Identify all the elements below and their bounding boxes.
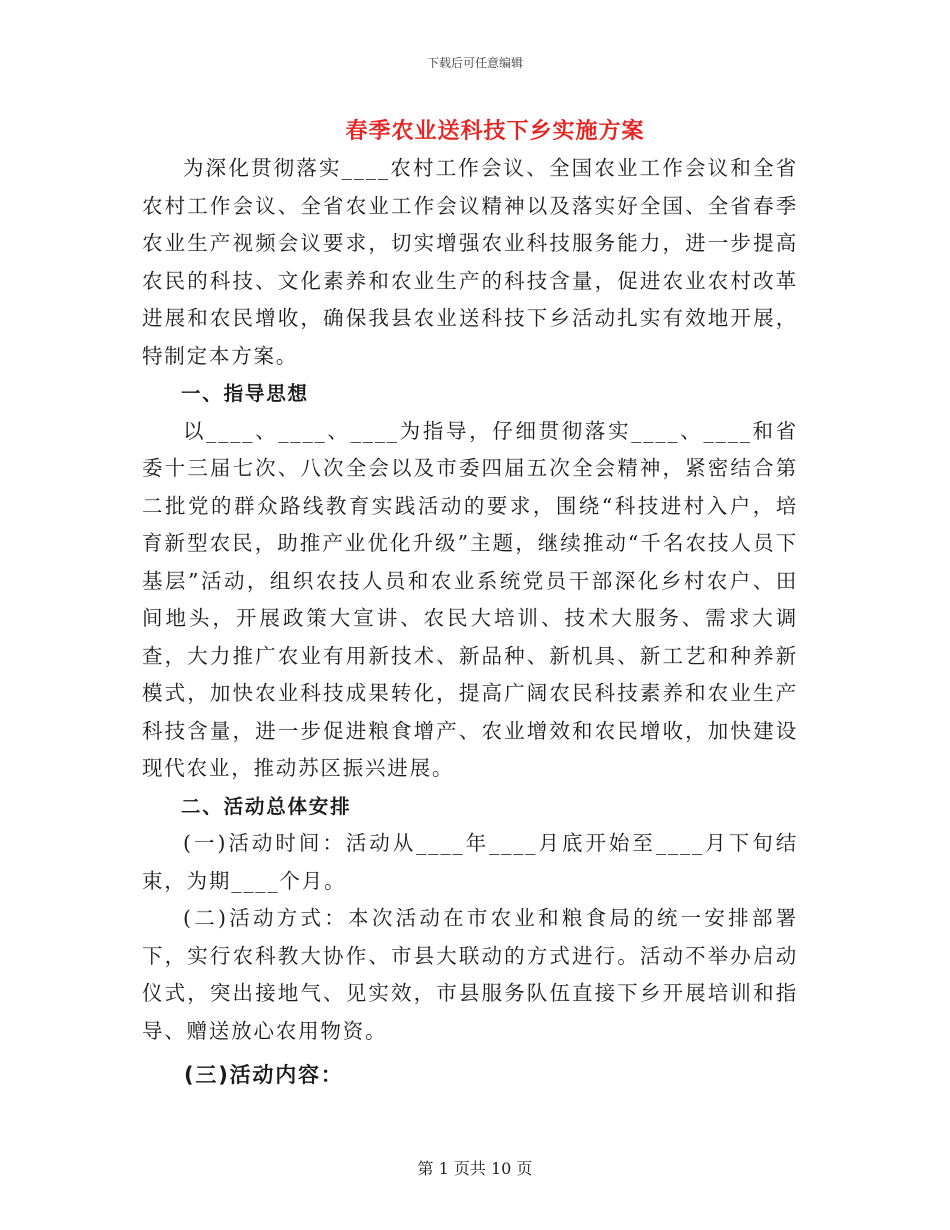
document-title: 春季农业送科技下乡实施方案 bbox=[345, 118, 645, 144]
section1-heading: 一、指导思想 bbox=[181, 382, 309, 405]
section2-item2: (二)活动方式：本次活动在市农业和粮食局的统一安排部署下，实行农科教大协作、市县大联动的方式进行。活动不举办启动仪式，突出接地气、见实效，市县服务队伍直接下乡开展培训和指导、赠送放心农用物资。 bbox=[142, 906, 798, 1043]
section2-item1: (一)活动时间：活动从____年____月底开始至____月下旬结束，为期____个月。 bbox=[142, 831, 798, 893]
intro-paragraph: 为深化贯彻落实____农村工作会议、全国农业工作会议和全省农村工作会议、全省农业工作会议精神以及落实好全国、全省春季农业生产视频会议要求，切实增强农业科技服务能力，进一步提高农民的科技、文化素养和农业生产的科技含量，促进农业农村改革进展和农民增收，确保我县农业送科技下乡活动扎实有效地开展，特制定本方案。 bbox=[142, 156, 798, 368]
page-number: 第 1 页共 10 页 bbox=[417, 1159, 533, 1178]
document-body bbox=[142, 150, 798, 1098]
section1-paragraph: 以____、____、____为指导，仔细贯彻落实____、____和省委十三届七次、八次全会以及市委四届五次全会精神，紧密结合第二批党的群众路线教育实践活动的要求，围绕“科技进村入户，培育新型农民，助推产业优化升级”主题，继续推动“千名农技人员下基层”活动，组织农技人员和农业系统党员干部深化乡村农户、田间地头，开展政策大宣讲、农民大培训、技术大服务、需求大调查，大力推广农业有用新技术、新品种、新机具、新工艺和种养新模式，加快农业科技成果转化，提高广阔农民科技素养和农业生产科技含量，进一步促进粮食增产、农业增效和农民增收，加快建设现代农业，推动苏区振兴进展。 bbox=[142, 418, 798, 780]
header-note: 下载后可任意编辑 bbox=[426, 56, 523, 70]
section2-item3-heading: (三)活动内容： bbox=[184, 1063, 344, 1087]
section2-heading: 二、活动总体安排 bbox=[181, 794, 352, 818]
